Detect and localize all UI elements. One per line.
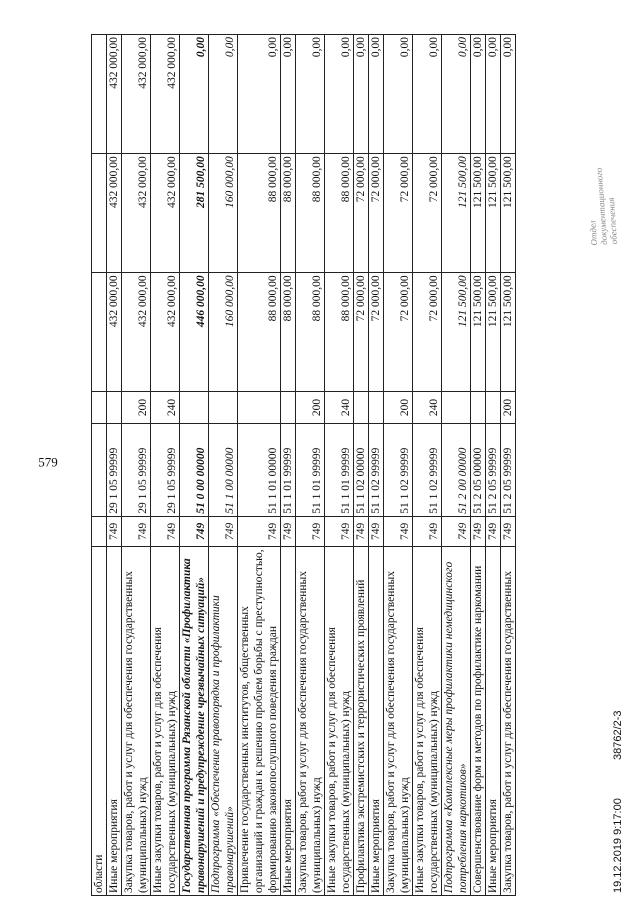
cell-amount-2: 88 000,00	[325, 154, 354, 273]
cell-class-code: 29 1 05 99999	[107, 423, 122, 516]
table-row	[369, 35, 384, 896]
cell-name: Совершенствование форм и методов по профилактике наркомании	[471, 546, 486, 895]
cell-amount-2: 88 000,00	[238, 154, 281, 273]
cell-amount-3: 0,00	[296, 35, 325, 154]
cell-class-code: 51 2 05 00000	[471, 423, 486, 516]
cell-name: Подпрограмма «Комплексные меры профилактики немедицинского потребления наркотиков»	[442, 546, 471, 895]
cell-class-code: 51 1 00 00000	[209, 423, 238, 516]
stamp-line: обеспечения	[605, 197, 620, 245]
cell-class-code: 51 1 01 00000	[238, 423, 281, 516]
cell-amount-1: 446 000,00	[180, 273, 209, 392]
cell-expense-type: 240	[325, 392, 354, 423]
table-row	[296, 35, 325, 896]
cell-org-code: 749	[325, 516, 354, 546]
cell-class-code: 51 2 05 99999	[486, 423, 501, 516]
cell-org-code: 749	[501, 516, 516, 546]
cell-amount-1: 121 500,00	[471, 273, 486, 392]
table-row	[501, 35, 516, 896]
cell-amount-2: 121 500,00	[486, 154, 501, 273]
cell-amount-3: 0,00	[413, 35, 442, 154]
table-row	[384, 35, 413, 896]
cell-amount-3: 0,00	[486, 35, 501, 154]
cell-amount-1: 121 500,00	[486, 273, 501, 392]
cell-amount-1: 121 500,00	[442, 273, 471, 392]
cell-class-code	[92, 423, 107, 516]
cell-org-code: 749	[369, 516, 384, 546]
cell-amount-2: 88 000,00	[296, 154, 325, 273]
cell-name: Подпрограмма «Обеспечение правопорядка и профилактики правонарушений»	[209, 546, 238, 895]
cell-org-code	[92, 516, 107, 546]
cell-amount-1: 432 000,00	[107, 273, 122, 392]
cell-expense-type: 240	[151, 392, 180, 423]
cell-expense-type: 200	[384, 392, 413, 423]
cell-amount-3: 432 000,00	[122, 35, 151, 154]
table-row	[238, 35, 281, 896]
cell-expense-type	[209, 392, 238, 423]
cell-name: Иные закупки товаров, работ и услуг для обеспечения государственных (муниципальных) нужд	[413, 546, 442, 895]
budget-table	[91, 34, 516, 896]
cell-amount-2: 160 000,00	[209, 154, 238, 273]
cell-org-code: 749	[384, 516, 413, 546]
cell-expense-type	[92, 392, 107, 423]
cell-amount-1	[92, 273, 107, 392]
table-row	[413, 35, 442, 896]
cell-amount-3: 0,00	[281, 35, 296, 154]
table-row	[281, 35, 296, 896]
department-stamp	[583, 154, 619, 246]
table-row	[209, 35, 238, 896]
cell-expense-type	[369, 392, 384, 423]
cell-org-code: 749	[180, 516, 209, 546]
cell-amount-2: 72 000,00	[413, 154, 442, 273]
cell-name: Закупка товаров, работ и услуг для обеспечения государственных (муниципальных) нужд	[122, 546, 151, 895]
cell-org-code: 749	[107, 516, 122, 546]
cell-org-code: 749	[281, 516, 296, 546]
page-number: 579	[38, 454, 58, 470]
cell-amount-3: 0,00	[325, 35, 354, 154]
cell-class-code: 51 1 02 99999	[369, 423, 384, 516]
cell-expense-type	[486, 392, 501, 423]
cell-expense-type	[180, 392, 209, 423]
cell-amount-1: 160 000,00	[209, 273, 238, 392]
cell-org-code: 749	[238, 516, 281, 546]
cell-name: Иные мероприятия	[281, 546, 296, 895]
cell-class-code: 51 1 01 99999	[281, 423, 296, 516]
cell-amount-1: 432 000,00	[122, 273, 151, 392]
cell-amount-2: 88 000,00	[281, 154, 296, 273]
cell-name: Иные закупки товаров, работ и услуг для обеспечения государственных (муниципальных) нужд	[325, 546, 354, 895]
cell-amount-3: 0,00	[501, 35, 516, 154]
cell-name: Закупка товаров, работ и услуг для обеспечения государственных (муниципальных) нужд	[296, 546, 325, 895]
cell-org-code: 749	[413, 516, 442, 546]
cell-org-code: 749	[122, 516, 151, 546]
cell-amount-3: 0,00	[384, 35, 413, 154]
cell-amount-2: 432 000,00	[107, 154, 122, 273]
cell-name: Иные мероприятия	[486, 546, 501, 895]
cell-amount-3: 432 000,00	[107, 35, 122, 154]
cell-amount-3: 0,00	[180, 35, 209, 154]
cell-org-code: 749	[354, 516, 369, 546]
table-row	[354, 35, 369, 896]
document-reference: 38762/2-3	[612, 710, 624, 760]
cell-amount-2: 432 000,00	[122, 154, 151, 273]
cell-expense-type: 200	[501, 392, 516, 423]
table-row	[107, 35, 122, 896]
table-row	[471, 35, 486, 896]
cell-amount-3: 0,00	[442, 35, 471, 154]
cell-org-code: 749	[151, 516, 180, 546]
cell-name: Профилактика экстремистских и террористических проявлений	[354, 546, 369, 895]
cell-expense-type: 240	[413, 392, 442, 423]
cell-name: Государственная программа Рязанской области «Профилактика правонарушений и предупреждение чрезвычайных ситуаций»	[180, 546, 209, 895]
table-row	[122, 35, 151, 896]
cell-expense-type	[238, 392, 281, 423]
cell-amount-3: 0,00	[209, 35, 238, 154]
cell-org-code: 749	[296, 516, 325, 546]
stamp-line: Отдел документационного	[587, 167, 610, 246]
cell-amount-1: 72 000,00	[384, 273, 413, 392]
cell-expense-type: 200	[122, 392, 151, 423]
cell-amount-1: 88 000,00	[325, 273, 354, 392]
cell-amount-1: 72 000,00	[369, 273, 384, 392]
cell-name: области	[92, 546, 107, 895]
cell-amount-2: 121 500,00	[471, 154, 486, 273]
cell-expense-type	[107, 392, 122, 423]
cell-amount-1: 88 000,00	[296, 273, 325, 392]
cell-org-code: 749	[209, 516, 238, 546]
table-row	[442, 35, 471, 896]
table-row	[486, 35, 501, 896]
cell-org-code: 749	[486, 516, 501, 546]
cell-amount-1: 72 000,00	[354, 273, 369, 392]
cell-class-code: 51 1 01 99999	[325, 423, 354, 516]
cell-class-code: 51 2 05 99999	[501, 423, 516, 516]
cell-name: Закупка товаров, работ и услуг для обеспечения государственных (муниципальных) нужд	[384, 546, 413, 895]
cell-expense-type: 200	[296, 392, 325, 423]
cell-name: Закупка товаров, работ и услуг для обеспечения государственных	[501, 546, 516, 895]
cell-org-code: 749	[471, 516, 486, 546]
cell-amount-2: 432 000,00	[151, 154, 180, 273]
cell-class-code: 51 1 02 99999	[384, 423, 413, 516]
print-timestamp: 19.12.2019 9:17:00	[612, 798, 624, 893]
cell-amount-2: 72 000,00	[354, 154, 369, 273]
cell-amount-2: 121 500,00	[442, 154, 471, 273]
table-row	[180, 35, 209, 896]
cell-name: Иные мероприятия	[107, 546, 122, 895]
cell-amount-2	[92, 154, 107, 273]
cell-amount-3: 0,00	[238, 35, 281, 154]
cell-amount-3: 0,00	[354, 35, 369, 154]
cell-amount-3: 0,00	[369, 35, 384, 154]
table-row	[92, 35, 107, 896]
cell-amount-3: 0,00	[471, 35, 486, 154]
cell-name: Иные закупки товаров, работ и услуг для обеспечения государственных (муниципальных) нужд	[151, 546, 180, 895]
cell-amount-3	[92, 35, 107, 154]
cell-amount-2: 72 000,00	[384, 154, 413, 273]
cell-name: Привлечение государственных институтов, общественных организаций и граждан к решению проблем борьбы с преступностью, формированию законопослушного поведения граждан	[238, 546, 281, 895]
cell-amount-1: 72 000,00	[413, 273, 442, 392]
cell-expense-type	[471, 392, 486, 423]
cell-class-code: 51 0 00 00000	[180, 423, 209, 516]
cell-amount-1: 121 500,00	[501, 273, 516, 392]
cell-expense-type	[281, 392, 296, 423]
cell-amount-2: 281 500,00	[180, 154, 209, 273]
cell-class-code: 29 1 05 99999	[122, 423, 151, 516]
cell-expense-type	[442, 392, 471, 423]
cell-class-code: 29 1 05 99999	[151, 423, 180, 516]
cell-class-code: 51 2 00 00000	[442, 423, 471, 516]
cell-amount-1: 432 000,00	[151, 273, 180, 392]
cell-class-code: 51 1 02 99999	[413, 423, 442, 516]
cell-amount-1: 88 000,00	[238, 273, 281, 392]
cell-amount-3: 432 000,00	[151, 35, 180, 154]
cell-amount-1: 88 000,00	[281, 273, 296, 392]
cell-amount-2: 121 500,00	[501, 154, 516, 273]
cell-name: Иные мероприятия	[369, 546, 384, 895]
table-row	[151, 35, 180, 896]
cell-amount-2: 72 000,00	[369, 154, 384, 273]
cell-org-code: 749	[442, 516, 471, 546]
cell-expense-type	[354, 392, 369, 423]
cell-class-code: 51 1 02 00000	[354, 423, 369, 516]
table-row	[325, 35, 354, 896]
budget-table-body	[92, 35, 516, 896]
cell-class-code: 51 1 01 99999	[296, 423, 325, 516]
